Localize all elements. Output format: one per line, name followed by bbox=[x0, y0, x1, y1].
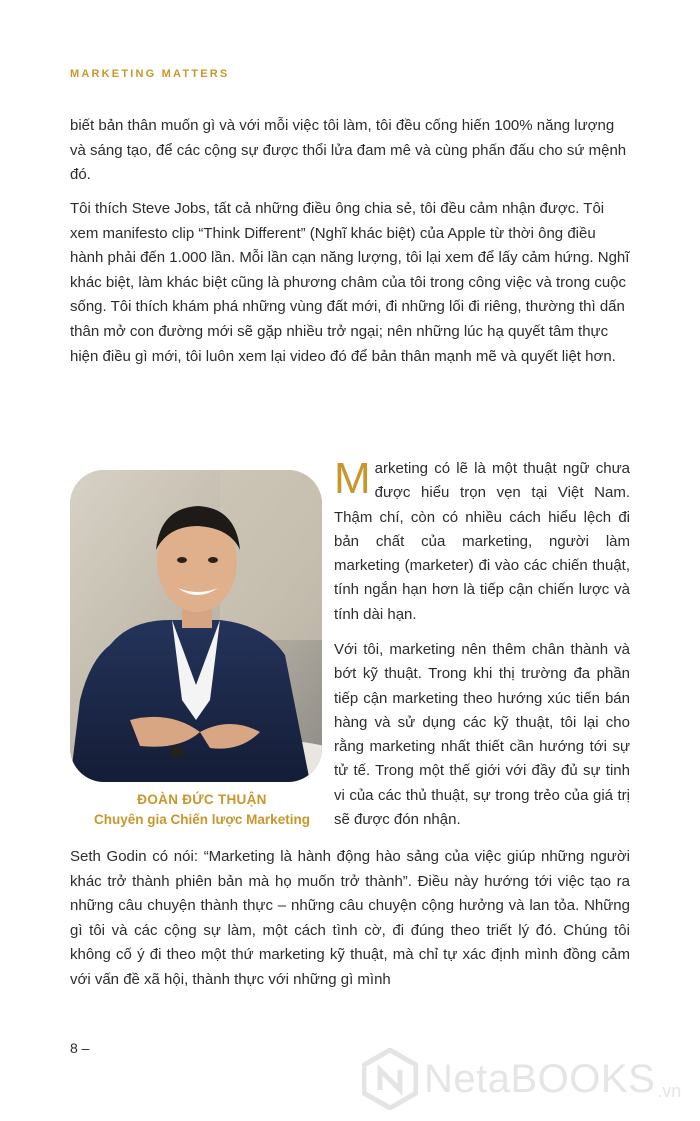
body-paragraph-3a bbox=[334, 454, 630, 627]
netabooks-logo-icon bbox=[362, 1048, 418, 1110]
body-paragraph-3b: Với tôi, marketing nên thêm chân thành và bớt kỹ thuật. Trong khi thị trường đa phần tiếp cận marketing theo hướng xúc tiến bán hàng và sử dụng các kỹ thuật, tôi lại cho rằng marketing nhất thiết cần hướng tới sự tử tế. Trong một thế giới với đầy đủ sự tinh vi của các thủ thuật, sự trong trẻo của giá trị sẽ được đón nhận. bbox=[334, 641, 630, 829]
drop-cap: M bbox=[334, 454, 371, 503]
photo-caption-role: Chuyên gia Chiến lược Marketing bbox=[94, 812, 310, 827]
watermark-suffix: .vn bbox=[657, 1081, 682, 1101]
body-paragraph-3a-text: arketing có lẽ là một thuật ngữ chưa được hiểu trọn vẹn tại Việt Nam. Thậm chí, còn có nhiều cách hiểu lệch đi bản chất của marketing, người làm marketing (marketer) đi vào các chiến thuật, tính ngắn hạn hơn là tiếp cận chiến lược và tính dài hạn. bbox=[334, 460, 630, 623]
running-header: MARKETING MATTERS bbox=[70, 68, 230, 80]
watermark bbox=[362, 1044, 692, 1114]
photo-caption-name: ĐOÀN ĐỨC THUẬN bbox=[137, 792, 267, 807]
body-paragraph-1: biết bản thân muốn gì và với mỗi việc tôi làm, tôi đều cống hiến 100% năng lượng và sáng tạo, để các cộng sự được thổi lửa đam mê và cùng phấn đấu cho sứ mệnh đó. bbox=[70, 117, 627, 184]
body-paragraph-4: Seth Godin có nói: “Marketing là hành động hào sảng của việc giúp những người khác trở thành phiên bản mà họ muốn trở thành”. Điều này hướng tới việc tạo ra những câu chuyện thành thực – những câu chuyện cộng hưởng và lan tỏa. Những gì tôi và các cộng sự làm, một cách tình cờ, đi đúng theo triết lý đó. Chúng tôi không cố ý đi theo một thứ marketing kỹ thuật, mà chỉ tự xác định mình đồng cảm với vấn đề xã hội, thành thực với những gì mình bbox=[70, 848, 630, 988]
watermark-brand: NetaBOOKS bbox=[424, 1056, 656, 1101]
portrait-photo bbox=[70, 470, 322, 782]
body-paragraph-2: Tôi thích Steve Jobs, tất cả những điều ông chia sẻ, tôi đều cảm nhận được. Tôi xem manifesto clip “Think Different” (Nghĩ khác biệt) của Apple từ thời ông điều hành phải đến 1.000 lần. Mỗi lần cạn năng lượng, tôi lại xem để lấy cảm hứng. Nghĩ khác biệt, làm khác biệt cũng là phương châm của tôi trong công việc và trong cuộc sống. Tôi thích khám phá những vùng đất mới, đi những lối đi riêng, thường thì dấn thân mở con đường mới sẽ gặp nhiều trở ngại; nên những lúc hạ quyết tâm thực hiện điều gì mới, tôi luôn xem lại video đó để bản thân mạnh mẽ và quyết liệt hơn. bbox=[70, 200, 630, 365]
page-number: 8 – bbox=[70, 1040, 90, 1056]
